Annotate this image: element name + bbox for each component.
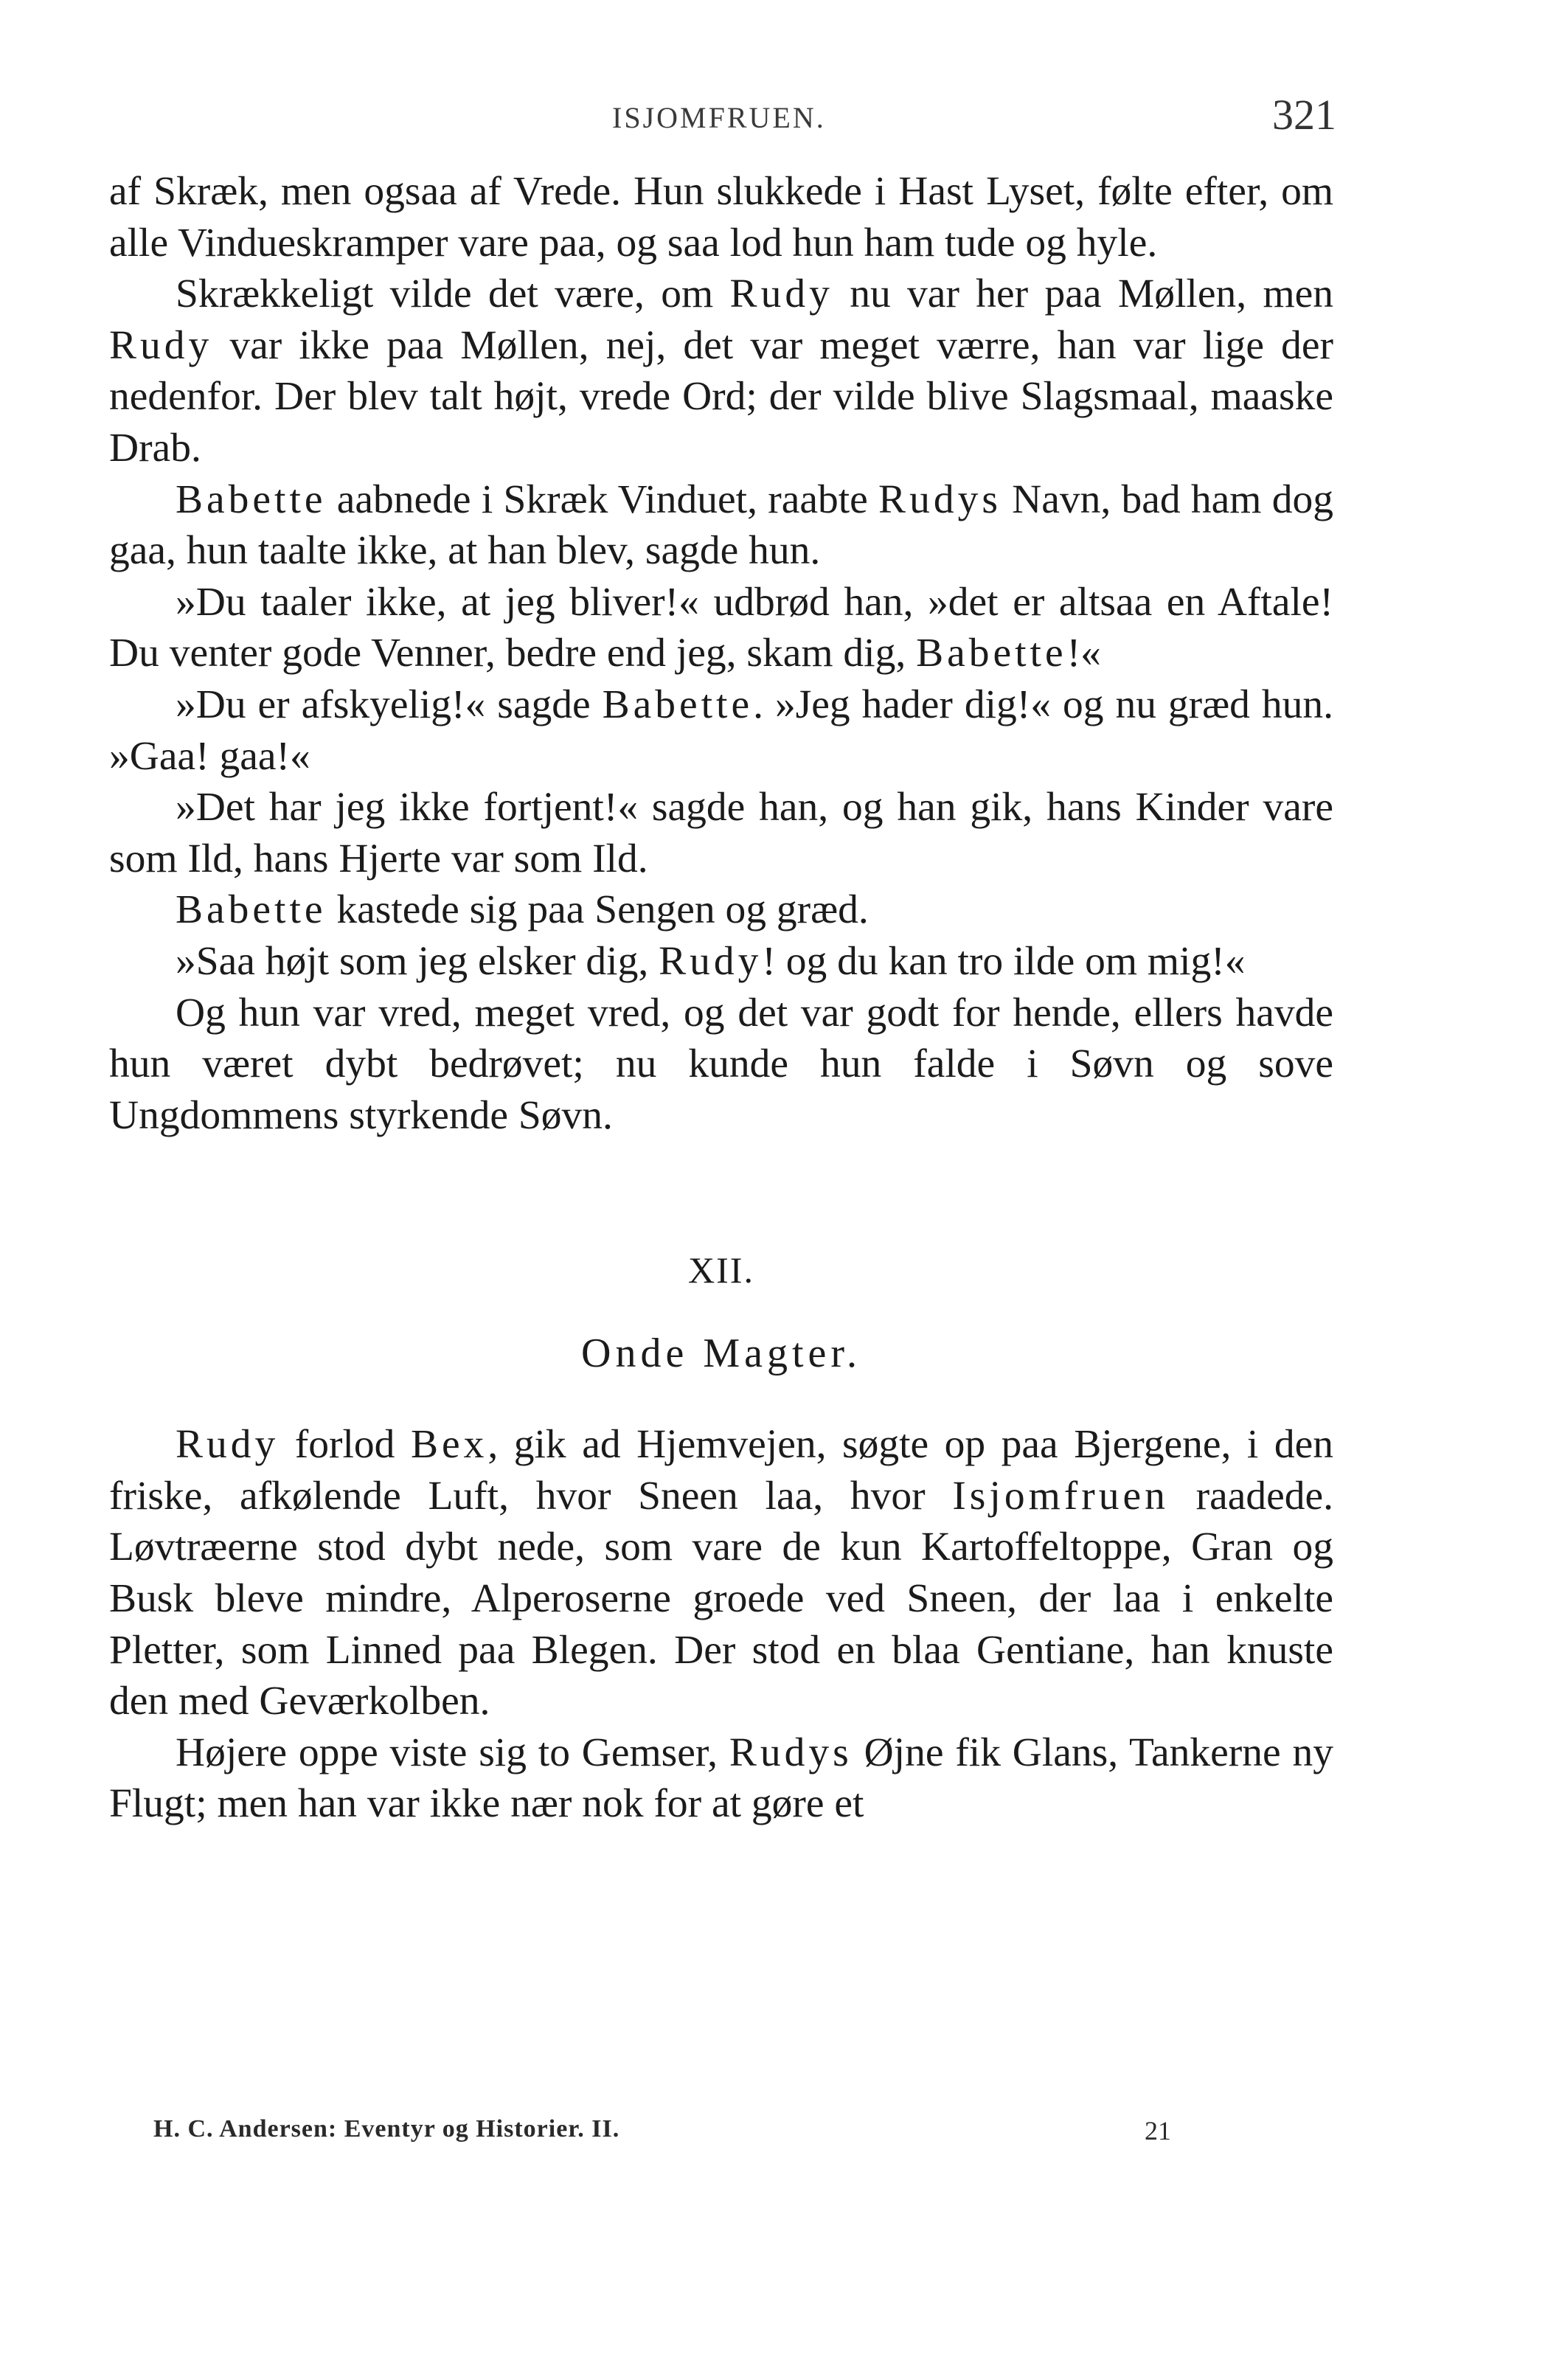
- name-rudys: Rudys: [878, 476, 1002, 522]
- paragraph-8: »Saa højt som jeg elsker dig, Rudy! og du kan tro ilde om mig!«: [176, 938, 1246, 984]
- name-babette: Babette: [916, 631, 1067, 676]
- paragraph-5: »Du er afskyelig!« sagde Babette. »Jeg hader dig!« og nu græd hun. »Gaa! gaa!«: [109, 681, 1333, 779]
- paragraph-2: Skrækkeligt vilde det være, om Rudy nu var her paa Møllen, men Rudy var ikke paa Møllen, nej, det var meget værre, han var lige der nedenfor. Der blev talt højt, vrede Ord; der vilde blive Slagsmaal, maaske Drab.: [109, 271, 1334, 471]
- paragraph-4: »Du taaler ikke, at jeg bliver!« udbrød han, »det er altsaa en Aftale! Du venter gode Venner, bedre end jeg, skam dig, Babette!«: [109, 579, 1333, 676]
- name-isjomfruen: Isjomfruen: [952, 1473, 1169, 1519]
- name-rudy: Rudy: [729, 271, 833, 317]
- chapter-paragraph-2: Højere oppe viste sig to Gemser, Rudys Øjne fik Glans, Tankerne ny Flugt; men han var ikke nær nok for at gøre et: [109, 1730, 1333, 1827]
- page-number: 321: [1272, 91, 1336, 139]
- paragraph-9: Og hun var vred, meget vred, og det var godt for hende, ellers havde hun været dybt bedrøvet; nu kunde hun falde i Søvn og sove Ungdommens styrkende Søvn.: [109, 990, 1333, 1138]
- footer-source: H. C. Andersen: Eventyr og Historier. II.: [153, 2115, 620, 2143]
- chapter-number: XII.: [688, 1249, 754, 1291]
- name-rudy: Rudy: [659, 938, 763, 984]
- name-rudys: Rudys: [729, 1730, 853, 1775]
- name-babette: Babette: [176, 476, 327, 522]
- name-babette: Babette: [602, 681, 754, 727]
- chapter-paragraph-1: Rudy forlod Bex, gik ad Hjemvejen, søgte op paa Bjergene, i den friske, afkølende Luft, hvor Sneen laa, hvor Isjomfruen raadede. Løvtræerne stod dybt nede, som vare de kun Kartoffeltoppe, Gran og Busk bleve mindre, Alperoserne groede ved Sneen, der laa i enkelte Pletter, som Linned paa Blegen. Der stod en blaa Gentiane, han knuste den med Geværkolben.: [109, 1422, 1333, 1724]
- name-rudy: Rudy: [176, 1422, 280, 1468]
- running-head: [111, 90, 1336, 149]
- running-title: ISJOMFRUEN.: [612, 101, 826, 134]
- chapter-title: Onde Magter.: [581, 1330, 861, 1377]
- name-rudy: Rudy: [109, 322, 213, 368]
- paragraph-7: Babette kastede sig paa Sengen og græd.: [176, 887, 869, 933]
- signature-mark: 21: [1145, 2116, 1171, 2145]
- main-text: [109, 166, 1333, 1830]
- paragraph-3: Babette aabnede i Skræk Vinduet, raabte Rudys Navn, bad ham dog gaa, hun taalte ikke, at han blev, sagde hun.: [109, 476, 1333, 574]
- paragraph-1: af Skræk, men ogsaa af Vrede. Hun slukkede i Hast Lyset, følte efter, om alle Vindueskramper vare paa, og saa lod hun ham tude og hyle.: [109, 169, 1333, 266]
- paragraph-6: »Det har jeg ikke fortjent!« sagde han, og han gik, hans Kinder vare som Ild, hans Hjerte var som Ild.: [109, 785, 1333, 881]
- name-bex: Bex: [410, 1422, 488, 1468]
- name-babette: Babette: [176, 887, 327, 933]
